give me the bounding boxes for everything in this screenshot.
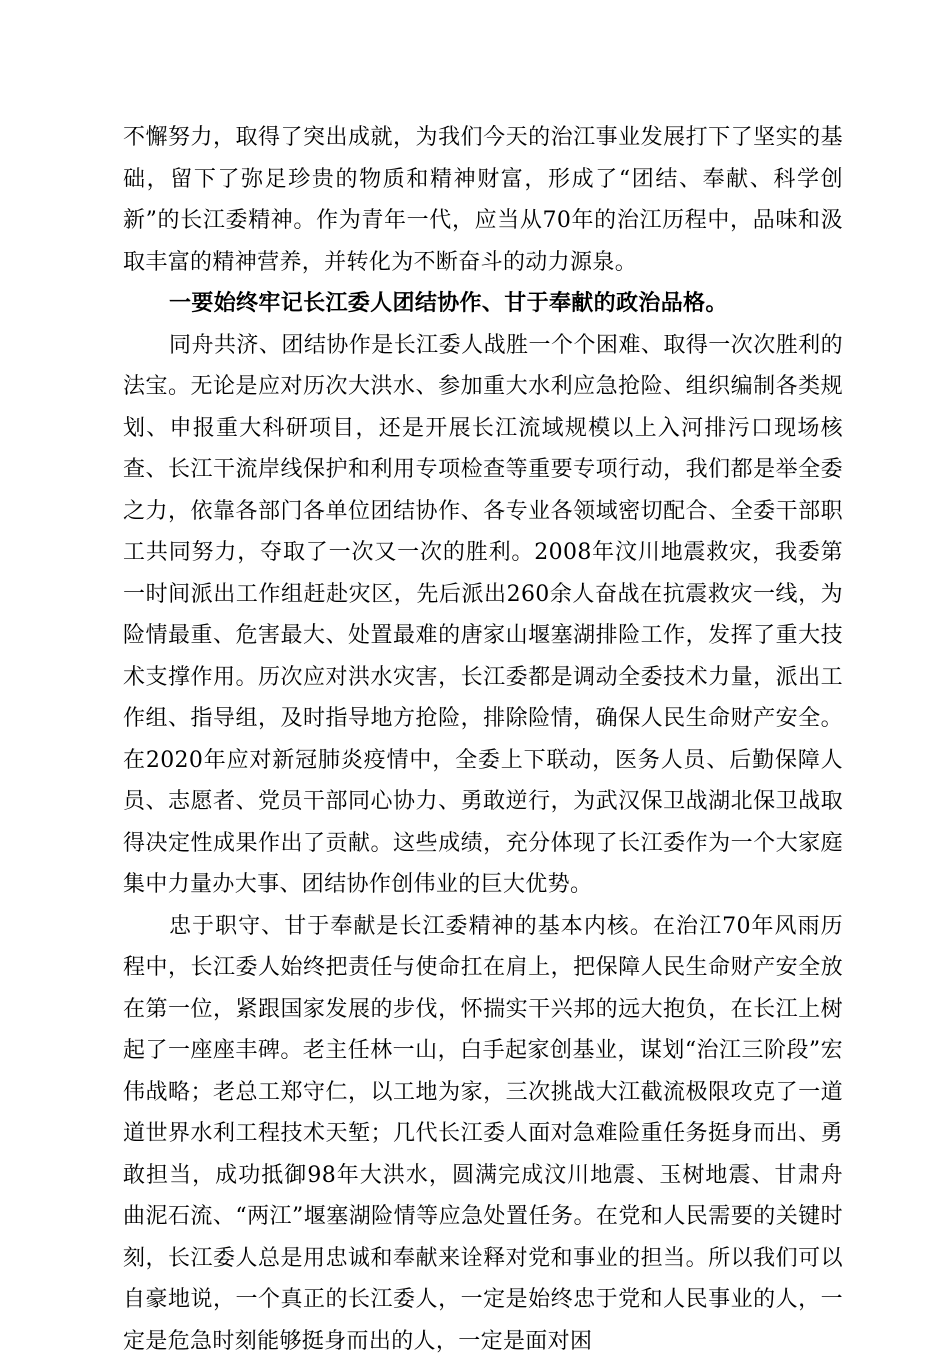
section-heading: 一要始终牢记长江委人团结协作、甘于奉献的政治品格。 <box>123 283 843 325</box>
paragraph-continuation: 不懈努力，取得了突出成就，为我们今天的治江事业发展打下了坚实的基础，留下了弥足珍贵的物质和精神财富，形成了“团结、奉献、科学创新”的长江委精神。作为青年一代，应当从70年的治江历程中，品味和汲取丰富的精神营养，并转化为不断奋斗的动力源泉。 <box>123 117 843 283</box>
paragraph-dedication: 忠于职守、甘于奉献是长江委精神的基本内核。在治江70年风雨历程中，长江委人始终把责任与使命扛在肩上，把保障人民生命财产安全放在第一位，紧跟国家发展的步伐，怀揣实干兴邦的远大抱负，在长江上树起了一座座丰碑。老主任林一山，白手起家创基业，谋划“治江三阶段”宏伟战略；老总工郑守仁，以工地为家，三次挑战大江截流极限攻克了一道道世界水利工程技术天堑；几代长江委人面对急难险重任务挺身而出、勇敢担当，成功抵御98年大洪水，圆满完成汶川地震、玉树地震、甘肃舟曲泥石流、“两江”堰塞湖险情等应急处置任务。在党和人民需要的关键时刻，长江委人总是用忠诚和奉献来诠释对党和事业的担当。所以我们可以自豪地说，一个真正的长江委人，一定是始终忠于党和人民事业的人，一定是危急时刻能够挺身而出的人，一定是面对困 <box>123 906 843 1362</box>
document-body <box>123 117 843 1362</box>
paragraph-unity-cooperation: 同舟共济、团结协作是长江委人战胜一个个困难、取得一次次胜利的法宝。无论是应对历次大洪水、参加重大水利应急抢险、组织编制各类规划、申报重大科研项目，还是开展长江流域规模以上入河排污口现场核查、长江干流岸线保护和利用专项检查等重要专项行动，我们都是举全委之力，依靠各部门各单位团结协作、各专业各领域密切配合、全委干部职工共同努力，夺取了一次又一次的胜利。2008年汶川地震救灾，我委第一时间派出工作组赶赴灾区，先后派出260余人奋战在抗震救灾一线，为险情最重、危害最大、处置最难的唐家山堰塞湖排险工作，发挥了重大技术支撑作用。历次应对洪水灾害，长江委都是调动全委技术力量，派出工作组、指导组，及时指导地方抢险，排除险情，确保人民生命财产安全。在2020年应对新冠肺炎疫情中，全委上下联动，医务人员、后勤保障人员、志愿者、党员干部同心协力、勇敢逆行，为武汉保卫战湖北保卫战取得决定性成果作出了贡献。这些成绩，充分体现了长江委作为一个大家庭集中力量办大事、团结协作创伟业的巨大优势。 <box>123 325 843 906</box>
